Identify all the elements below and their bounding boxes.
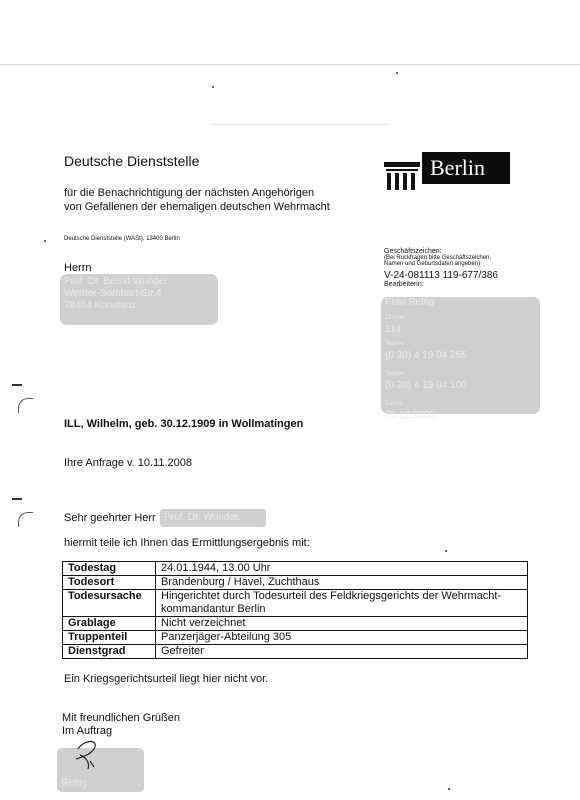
agency-subtitle-line-2: von Gefallenen der ehemaligen deutschen Wehrmacht — [64, 201, 330, 213]
closing-greeting: Mit freundlichen Grüßen — [62, 712, 180, 724]
fax-label: Telefax — [385, 371, 405, 377]
letter-date: 05.12.2008 — [385, 410, 436, 421]
greeting-name-redaction — [160, 509, 266, 527]
reference-label: Geschäftszeichen: — [384, 248, 442, 255]
closing-note: Ein Kriegsgerichtsurteil liegt hier nicht vor. — [64, 673, 269, 685]
table-row — [63, 645, 528, 659]
scan-line-top — [0, 64, 580, 65]
row-value: Nicht verzeichnet — [156, 617, 528, 631]
scan-speck — [396, 72, 398, 74]
recipient-salutation: Herrn — [64, 262, 92, 274]
logo-wordmark: Berlin — [422, 152, 510, 184]
intro-line: hiermit teile ich Ihnen das Ermittlungsergebnis mit: — [64, 537, 310, 549]
recipient-city: 78464 Konstanz — [64, 300, 137, 311]
subject-line: ILL, Wilhelm, geb. 30.12.1909 in Wollmatingen — [64, 418, 304, 430]
row-value: Brandenburg / Havel, Zuchthaus — [156, 576, 528, 590]
contact-redaction — [381, 297, 540, 421]
scan-smudge — [210, 124, 390, 125]
scan-speck — [212, 86, 214, 88]
date-label: Datum — [385, 401, 403, 407]
handler-label: Bearbeiterin: — [384, 281, 424, 288]
row-value: Gefreiter — [156, 645, 528, 659]
phone-label: Telefon — [385, 341, 405, 347]
reference-number: V-24-081113 119-677/386 — [384, 270, 498, 281]
inquiry-line: Ihre Anfrage v. 10.11.2008 — [64, 457, 193, 469]
handler-name: Frau Rettig — [385, 297, 435, 308]
row-value: 24.01.1944, 13.00 Uhr — [156, 562, 528, 576]
reference-note-1: (Bei Rückfragen bitte Geschäftszeichen, — [384, 255, 492, 261]
punch-hole-arc-1 — [18, 398, 33, 413]
punch-hole-arc-2 — [18, 512, 33, 527]
row-label: Grablage — [63, 617, 156, 631]
row-label: Todestag — [63, 562, 156, 576]
agency-title: Deutsche Dienststelle — [64, 153, 200, 169]
handwritten-signature — [60, 735, 104, 769]
row-value: Hingerichtet durch Todesurteil des Feldkriegsgerichts der Wehrmacht-kommandantur Berlin — [156, 590, 528, 617]
table-row — [63, 590, 528, 617]
return-address: Deutsche Dienststelle (WASt), 13400 Berlin — [64, 236, 180, 242]
reference-block — [384, 248, 554, 288]
row-label: Todesursache — [63, 590, 156, 617]
row-label: Truppenteil — [63, 631, 156, 645]
recipient-name: Prof. Dr. Bernd Wunder — [64, 276, 168, 287]
hole-punch-mark-2 — [12, 498, 22, 500]
greeting: Sehr geehrter Herr — [64, 512, 156, 524]
agency-subtitle — [64, 186, 330, 214]
row-value: Panzerjäger-Abteilung 305 — [156, 631, 528, 645]
scan-speck — [44, 240, 46, 242]
signer-name: Rettig — [61, 778, 88, 789]
table-row — [63, 576, 528, 590]
brandenburg-gate-icon — [384, 162, 420, 190]
room-label: Zimmer — [385, 315, 406, 321]
phone-number: (0 30) 4 19 04 256 — [385, 350, 467, 361]
agency-subtitle-line-1: für die Benachrichtigung der nächsten Angehörigen — [64, 187, 315, 199]
berlin-logo — [384, 150, 510, 194]
on-behalf-line: Im Auftrag — [62, 725, 113, 737]
table-row — [63, 617, 528, 631]
result-table — [62, 561, 528, 659]
fax-number: (0 30) 4 19 04 100 — [385, 380, 467, 391]
greeting-name: Prof. Dr. Wunder, — [164, 512, 241, 523]
scan-speck — [445, 550, 447, 552]
row-label: Dienstgrad — [63, 645, 156, 659]
recipient-street: Werner-Sombart-Str.4 — [64, 288, 162, 299]
table-row — [63, 631, 528, 645]
hole-punch-mark-1 — [12, 384, 22, 386]
table-row — [63, 562, 528, 576]
row-label: Todesort — [63, 576, 156, 590]
room-number: 114 — [385, 324, 401, 335]
reference-note-2: Namen und Geburtsdaten angeben) — [384, 261, 481, 267]
scan-speck — [448, 788, 450, 790]
recipient-address-redaction — [60, 274, 218, 325]
